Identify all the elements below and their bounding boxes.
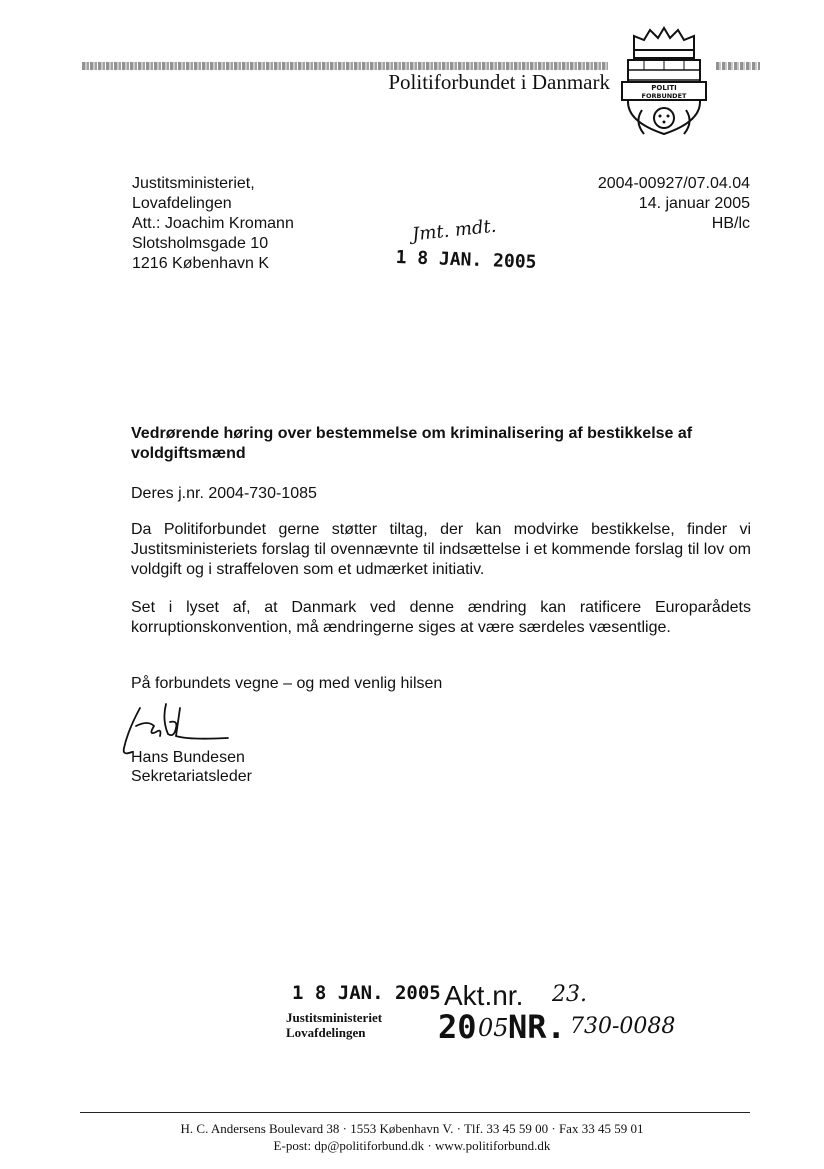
recipient-line: Att.: Joachim Kromann — [132, 215, 294, 232]
handwritten-note: Jmt. mdt. — [411, 215, 498, 246]
recipient-line: Slotsholmsgade 10 — [132, 235, 269, 252]
nr-label: NR. — [508, 1008, 566, 1046]
year-prefix: 20 — [438, 1008, 477, 1046]
akt-nr-label: Akt.nr. — [444, 980, 524, 1011]
stamp-department-line-1: Justitsministeriet — [286, 1010, 383, 1025]
footer-contact: E-post: dp@politiforbund.dk · www.politiforbund.dk — [273, 1138, 551, 1153]
recipient-address — [132, 174, 294, 274]
crest-text-top: POLITI — [651, 84, 677, 92]
stamp-date: 1 8 JAN. 2005 — [292, 982, 441, 1004]
letter-date: 14. januar 2005 — [638, 195, 750, 212]
letter-subject: Vedrørende høring over bestemmelse om kriminalisering af bestikkelse af voldgiftsmænd — [131, 425, 693, 462]
initials: HB/lc — [711, 215, 750, 232]
stamp-department-line-2: Lovafdelingen — [286, 1025, 366, 1040]
recipient-line: Lovafdelingen — [132, 195, 232, 212]
recipient-line: 1216 København K — [132, 255, 269, 272]
body-paragraph-1: Da Politiforbundet gerne støtter tiltag, der kan modvirke bestikkelse, finder vi Justitsministeriets forslag til ovennævnte til indsættelse i et kommende forslag til lov om voldgift og i straffeloven som et udmærket initiativ. — [131, 521, 751, 578]
letterhead-rule-left — [82, 62, 608, 70]
footer-address: H. C. Andersens Boulevard 38 · 1553 København V. · Tlf. 33 45 59 00 · Fax 33 45 59 01 — [180, 1121, 644, 1136]
footer-divider — [80, 1112, 750, 1113]
signer-title: Sekretariatsleder — [131, 768, 252, 785]
akt-nr-value: 23. — [552, 982, 587, 1007]
organization-name: Politiforbundet i Danmark — [388, 70, 610, 94]
case-number: 2004-00927/07.04.04 — [597, 175, 750, 192]
signer-name: Hans Bundesen — [131, 749, 245, 766]
received-date-stamp: 1 8 JAN. 2005 — [395, 247, 537, 273]
letterhead-rule-right — [716, 62, 760, 70]
body-paragraph-2: Set i lyset af, at Danmark ved denne ændring kan ratificere Europarådets korruptionskonvention, må ændringerne siges at være særdeles væsentlige. — [131, 599, 751, 636]
police-union-crest-logo — [614, 22, 714, 152]
year-handwritten: 05 — [478, 1014, 509, 1042]
nr-value: 730-0088 — [570, 1014, 676, 1039]
recipient-line: Justitsministeriet, — [132, 175, 255, 192]
closing-line: På forbundets vegne – og med venlig hilsen — [131, 675, 443, 692]
your-reference: Deres j.nr. 2004-730-1085 — [131, 485, 317, 502]
crest-text-bottom: FORBUNDET — [641, 92, 687, 100]
